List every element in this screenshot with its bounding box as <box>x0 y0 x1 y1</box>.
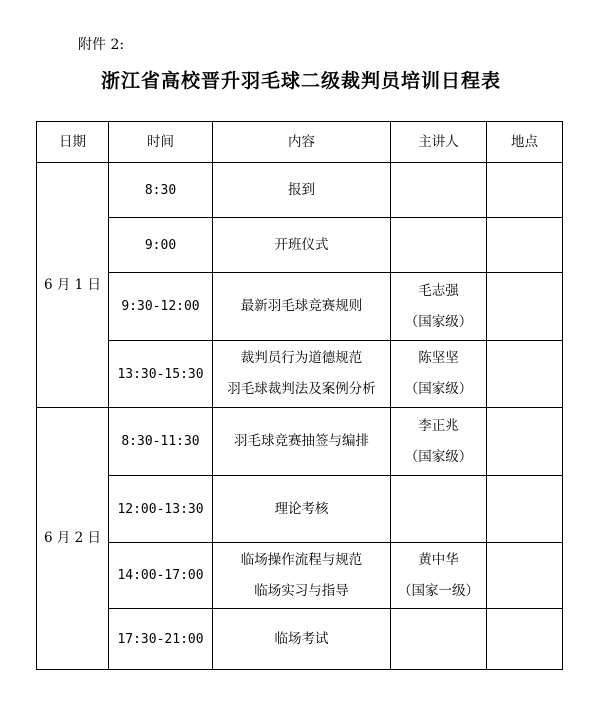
content-cell <box>213 273 391 341</box>
speaker-cell <box>391 341 487 408</box>
speaker-level: （国家级） <box>404 381 473 397</box>
attachment-label: 附件 2: <box>78 37 125 53</box>
table-row <box>37 543 563 609</box>
content-cell <box>213 163 391 218</box>
content-line: 报到 <box>288 181 315 198</box>
table-row <box>37 273 563 341</box>
content-line: 羽毛球竞赛抽签与编排 <box>234 433 369 449</box>
time-cell: 12:00-13:30 <box>109 476 213 543</box>
table-row <box>37 408 563 476</box>
time-cell: 14:00-17:00 <box>109 543 213 609</box>
location-cell <box>487 218 563 273</box>
speaker-cell <box>391 543 487 609</box>
table-row <box>37 218 563 273</box>
table-row <box>37 609 563 670</box>
time-cell: 13:30-15:30 <box>109 341 213 408</box>
header-date: 日期 <box>37 122 109 163</box>
time-cell: 9:30-12:00 <box>109 273 213 341</box>
page-title: 浙江省高校晋升羽毛球二级裁判员培训日程表 <box>100 70 501 92</box>
speaker-level: （国家一级） <box>398 582 479 599</box>
table-row <box>37 341 563 408</box>
content-cell <box>213 476 391 543</box>
header-location: 地点 <box>487 122 563 163</box>
content-line: 裁判员行为道德规范 <box>240 350 363 366</box>
time-cell: 9:00 <box>109 218 213 273</box>
table-row <box>37 476 563 543</box>
speaker-cell <box>391 476 487 543</box>
table-row <box>37 163 563 218</box>
speaker-level: （国家级） <box>404 448 473 465</box>
speaker-name: 毛志强 <box>418 282 459 299</box>
content-line: 临场操作流程与规范 <box>240 551 363 568</box>
location-cell <box>487 163 563 218</box>
time-cell: 8:30-11:30 <box>109 408 213 476</box>
date-cell: 6 月 2 日 <box>37 408 109 670</box>
content-cell <box>213 543 391 609</box>
content-cell <box>213 341 391 408</box>
schedule-table <box>36 121 563 670</box>
speaker-cell <box>391 218 487 273</box>
speaker-cell <box>391 609 487 670</box>
content-cell <box>213 609 391 670</box>
location-cell <box>487 341 563 408</box>
speaker-name: 黄中华 <box>418 551 459 568</box>
speaker-name: 李正兆 <box>418 417 459 434</box>
content-line: 最新羽毛球竞赛规则 <box>240 298 363 314</box>
location-cell <box>487 543 563 609</box>
content-line: 临场实习与指导 <box>254 582 349 599</box>
time-cell: 17:30-21:00 <box>109 609 213 670</box>
header-row <box>37 122 563 163</box>
date-cell: 6 月 1 日 <box>37 163 109 408</box>
content-cell <box>213 408 391 476</box>
header-speaker: 主讲人 <box>391 122 487 163</box>
content-line: 开班仪式 <box>274 236 329 253</box>
location-cell <box>487 408 563 476</box>
content-line: 理论考核 <box>274 500 329 517</box>
header-time: 时间 <box>109 122 213 163</box>
time-cell: 8:30 <box>109 163 213 218</box>
content-cell <box>213 218 391 273</box>
speaker-level: （国家级） <box>404 313 473 330</box>
location-cell <box>487 609 563 670</box>
speaker-cell <box>391 163 487 218</box>
location-cell <box>487 476 563 543</box>
location-cell <box>487 273 563 341</box>
speaker-cell <box>391 408 487 476</box>
speaker-name: 陈坚坚 <box>418 350 459 366</box>
speaker-cell <box>391 273 487 341</box>
content-line: 羽毛球裁判法及案例分析 <box>227 381 376 397</box>
header-content: 内容 <box>213 122 391 163</box>
content-line: 临场考试 <box>274 630 329 647</box>
